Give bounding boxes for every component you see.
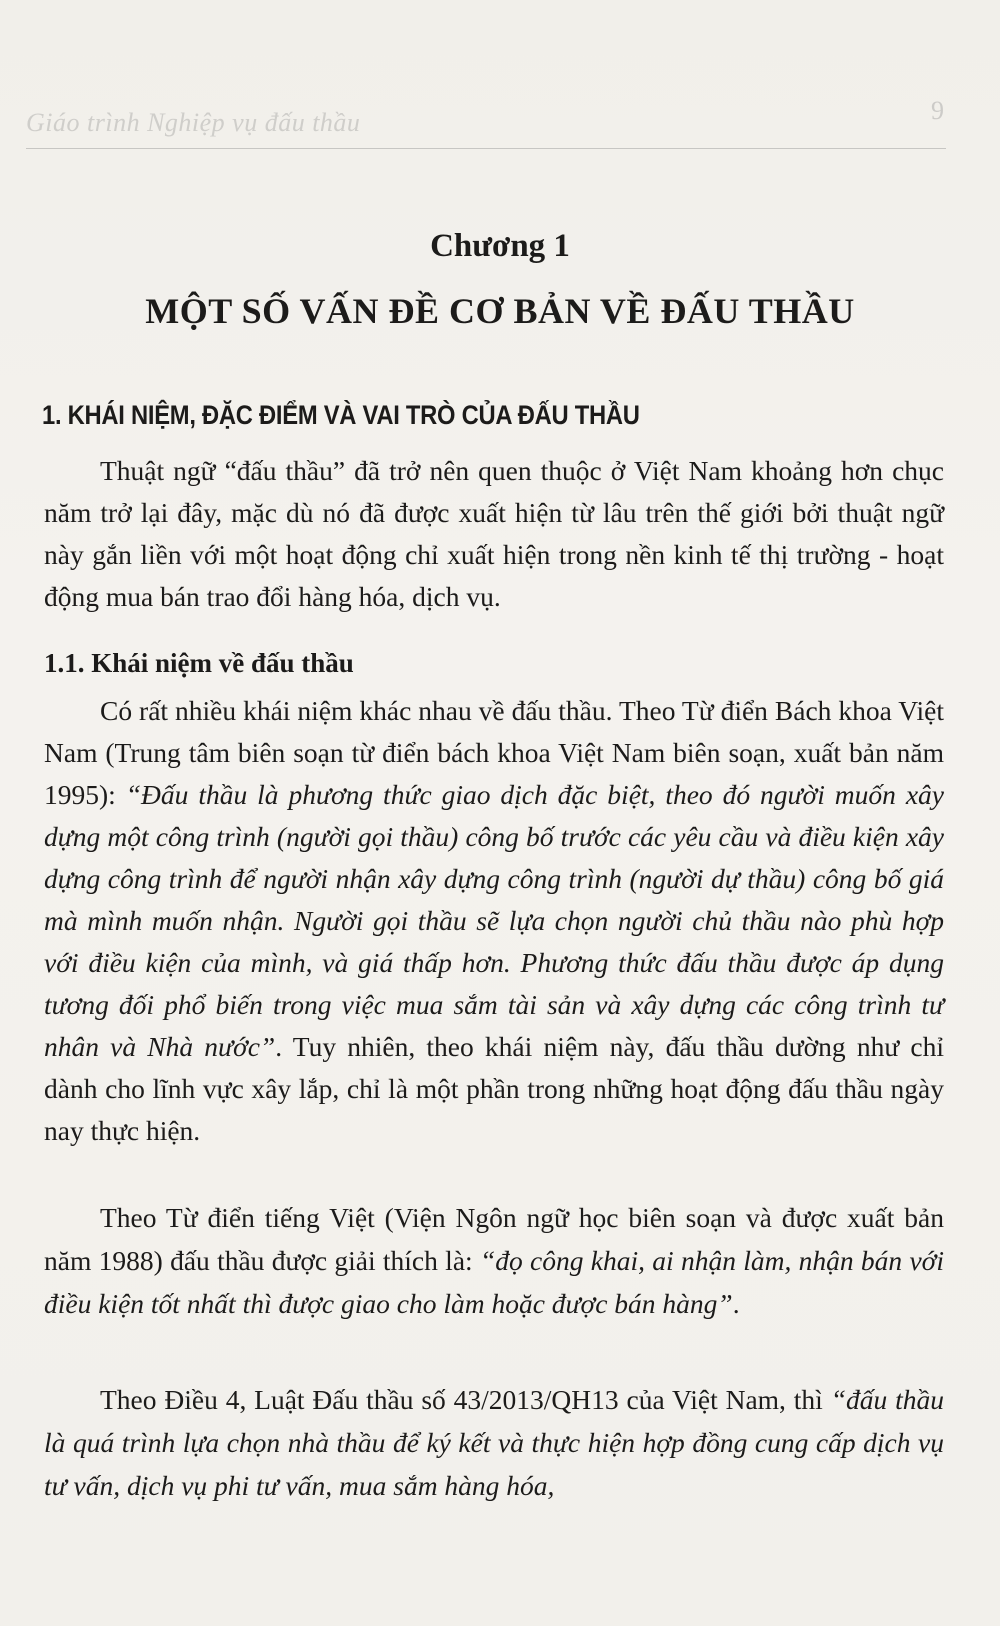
paragraph-encyclopedia-definition — [44, 690, 944, 1152]
paragraph-text: . — [732, 1288, 740, 1319]
quoted-definition: “Đấu thầu là phương thức giao dịch đặc biệt, theo đó người muốn xây dựng một công trình (người gọi thầu) công bố trước các yêu cầu và điều kiện xây dựng công trình để người nhận xây dựng công trình (người dự thầu) công bố giá mà mình muốn nhận. Người gọi thầu sẽ lựa chọn người chủ thầu nào phù hợp với điều kiện của mình, và giá thấp hơn. Phương thức đấu thầu được áp dụng tương đối phổ biến trong việc mua sắm tài sản và xây dựng các công trình tư nhân và Nhà nước” — [44, 779, 944, 1062]
header-rule — [26, 148, 946, 149]
paragraph-text: . Tuy nhiên, theo khái niệm này, đấu thầu dường như chỉ dành cho lĩnh vực xây lắp, chỉ là một phần trong những hoạt động đấu thầu ngày nay thực hiện. — [44, 1031, 944, 1146]
quoted-definition: “đấu thầu là quá trình lựa chọn nhà thầu để ký kết và thực hiện hợp đồng cung cấp dịch vụ tư vấn, dịch vụ phi tư vấn, mua sắm hàng hóa, — [44, 1384, 944, 1501]
quoted-definition: “đọ công khai, ai nhận làm, nhận bán với điều kiện tốt nhất thì được giao cho làm hoặc được bán hàng” — [44, 1245, 944, 1319]
paragraph-text: Có rất nhiều khái niệm khác nhau về đấu thầu. Theo Từ điển Bách khoa Việt Nam (Trung tâm biên soạn từ điển bách khoa Việt Nam biên soạn, xuất bản năm 1995): — [44, 695, 944, 810]
paragraph-intro — [44, 450, 944, 618]
chapter-label: Chương 1 — [430, 228, 570, 264]
bleed-through-page-number: 9 — [931, 96, 944, 125]
paragraph-law-definition — [44, 1378, 944, 1507]
paragraph-text: Thuật ngữ “đấu thầu” đã trở nên quen thuộc ở Việt Nam khoảng hơn chục năm trở lại đây, mặc dù nó đã được xuất hiện từ lâu trên thế giới bởi thuật ngữ này gắn liền với một hoạt động chỉ xuất hiện trong nền kinh tế thị trường - hoạt động mua bán trao đổi hàng hóa, dịch vụ. — [44, 455, 944, 612]
paragraph-text: Theo Điều 4, Luật Đấu thầu số 43/2013/QH13 của Việt Nam, thì — [100, 1384, 831, 1415]
chapter-title: MỘT SỐ VẤN ĐỀ CƠ BẢN VỀ ĐẤU THẦU — [145, 291, 855, 331]
subsection-heading: 1.1. Khái niệm về đấu thầu — [44, 648, 354, 678]
section-heading: 1. KHÁI NIỆM, ĐẶC ĐIỂM VÀ VAI TRÒ CỦA ĐẤU THẦU — [42, 400, 640, 430]
paragraph-dictionary-definition — [44, 1196, 944, 1325]
bleed-through-running-header: Giáo trình Nghiệp vụ đấu thầu — [26, 108, 361, 137]
paragraph-text: Theo Từ điển tiếng Việt (Viện Ngôn ngữ học biên soạn và được xuất bản năm 1988) đấu thầu được giải thích là: — [44, 1202, 944, 1276]
